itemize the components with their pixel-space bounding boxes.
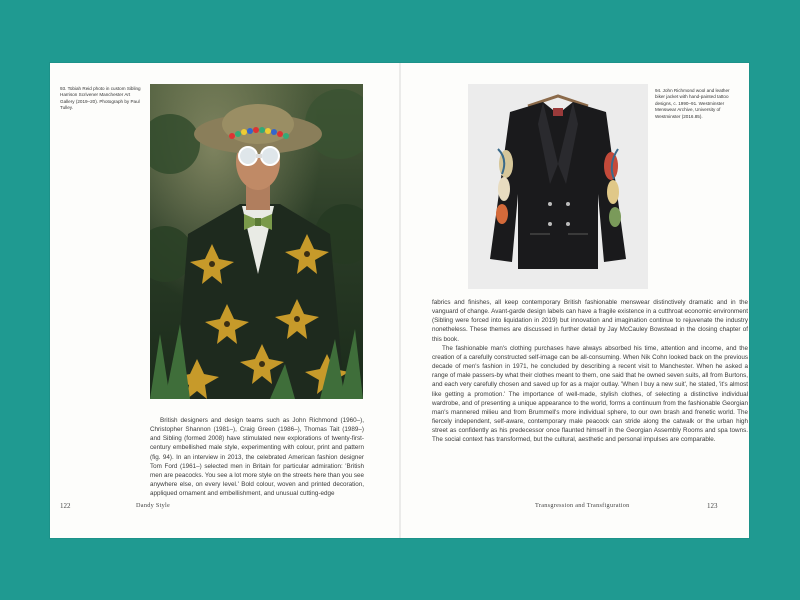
right-paragraph-1: fabrics and finishes, all keep contemporary British fashionable menswear distinctively dramatic and in the vanguard of change. Avant-garde design labels can have a fragile existence in a cutthroat economic environment (Sibling were forced into liquidation in 2019) but innovation and imagination continue to rejuvenate the industry nonetheless. These themes are discussed in further detail by Jay McCauley Bowstead in the closing chapter of this book. bbox=[432, 299, 748, 343]
left-running-head: Dandy Style bbox=[136, 502, 171, 509]
right-figure-photo bbox=[468, 84, 648, 289]
jacket-photo-illustration bbox=[468, 84, 648, 289]
right-page-number: 123 bbox=[707, 502, 718, 510]
book-spread bbox=[50, 63, 749, 538]
right-paragraph-2: The fashionable man's clothing purchases have always absorbed his time, attention and income, and the creation of a carefully constructed self-image can be all-consuming. When Nik Cohn looked back on the previous decade of men's fashion in 1971, he concluded by describing a recent visit to Manchester. When he asked a range of male passers-by what their clothes meant to them, one said that he owned seven suits, all from Burtons, and each very carefully chosen and saved up for as a major outlay. 'When I buy a new suit', he stated, 'it's almost like getting a promotion.' The importance of well-made, stylish clothes, of selecting a distinctive individual wardrobe, and of presenting a unique appearance to the world, forms a continuum from the fashionable Georgian man's mannered milieu and from Brummell's more individual sphere, to our own brash and frenetic world. The fiercely independent, self-aware, contemporary male peacock can stride along the catwalk or the urban high street as confidently as his predecessor once flaunted himself in the Georgian Assembly Rooms and spa towns. The social context has transformed, but the cultural, aesthetic and personal impulses are comparable. bbox=[432, 344, 748, 444]
right-running-head: Transgression and Transfiguration bbox=[535, 502, 630, 509]
left-body-text: British designers and design teams such as John Richmond (1960–), Christopher Shannon (1981–), Craig Green (1986–), Thomas Tait (1989–) and Sibling (formed 2008) have stimulated new explorations of twenty-first-century embellished male style, experimenting with colour, print and pattern (fig. 94). In an interview in 2013, the celebrated American fashion designer Tom Ford (1961–) selected men in Britain for particular admiration: 'British men are peacocks. You see a lot more style on the streets here than you see anywhere else, on every level.' Bold colour, woven and printed decoration, appliqued ornament and embellishment, and unusual cutting-edge bbox=[150, 417, 364, 498]
right-figure-caption: 94. John Richmond wool and leather biker jacket with hand-painted tattoo designs, c. 1990–91. Westminster Menswear Archive, University of Westminster (2016.85). bbox=[655, 88, 730, 119]
left-figure-caption: 93. Tobiah Reid photo in custom Sibling Harrison Scrivener Manchester Art Gallery (2019–20). Photograph by Paul Tulley. bbox=[60, 86, 141, 111]
right-body-text bbox=[432, 298, 748, 445]
book-gutter bbox=[399, 63, 401, 538]
left-figure-photo bbox=[150, 84, 363, 399]
portrait-photo-illustration bbox=[150, 84, 363, 399]
left-page-number: 122 bbox=[60, 502, 71, 510]
